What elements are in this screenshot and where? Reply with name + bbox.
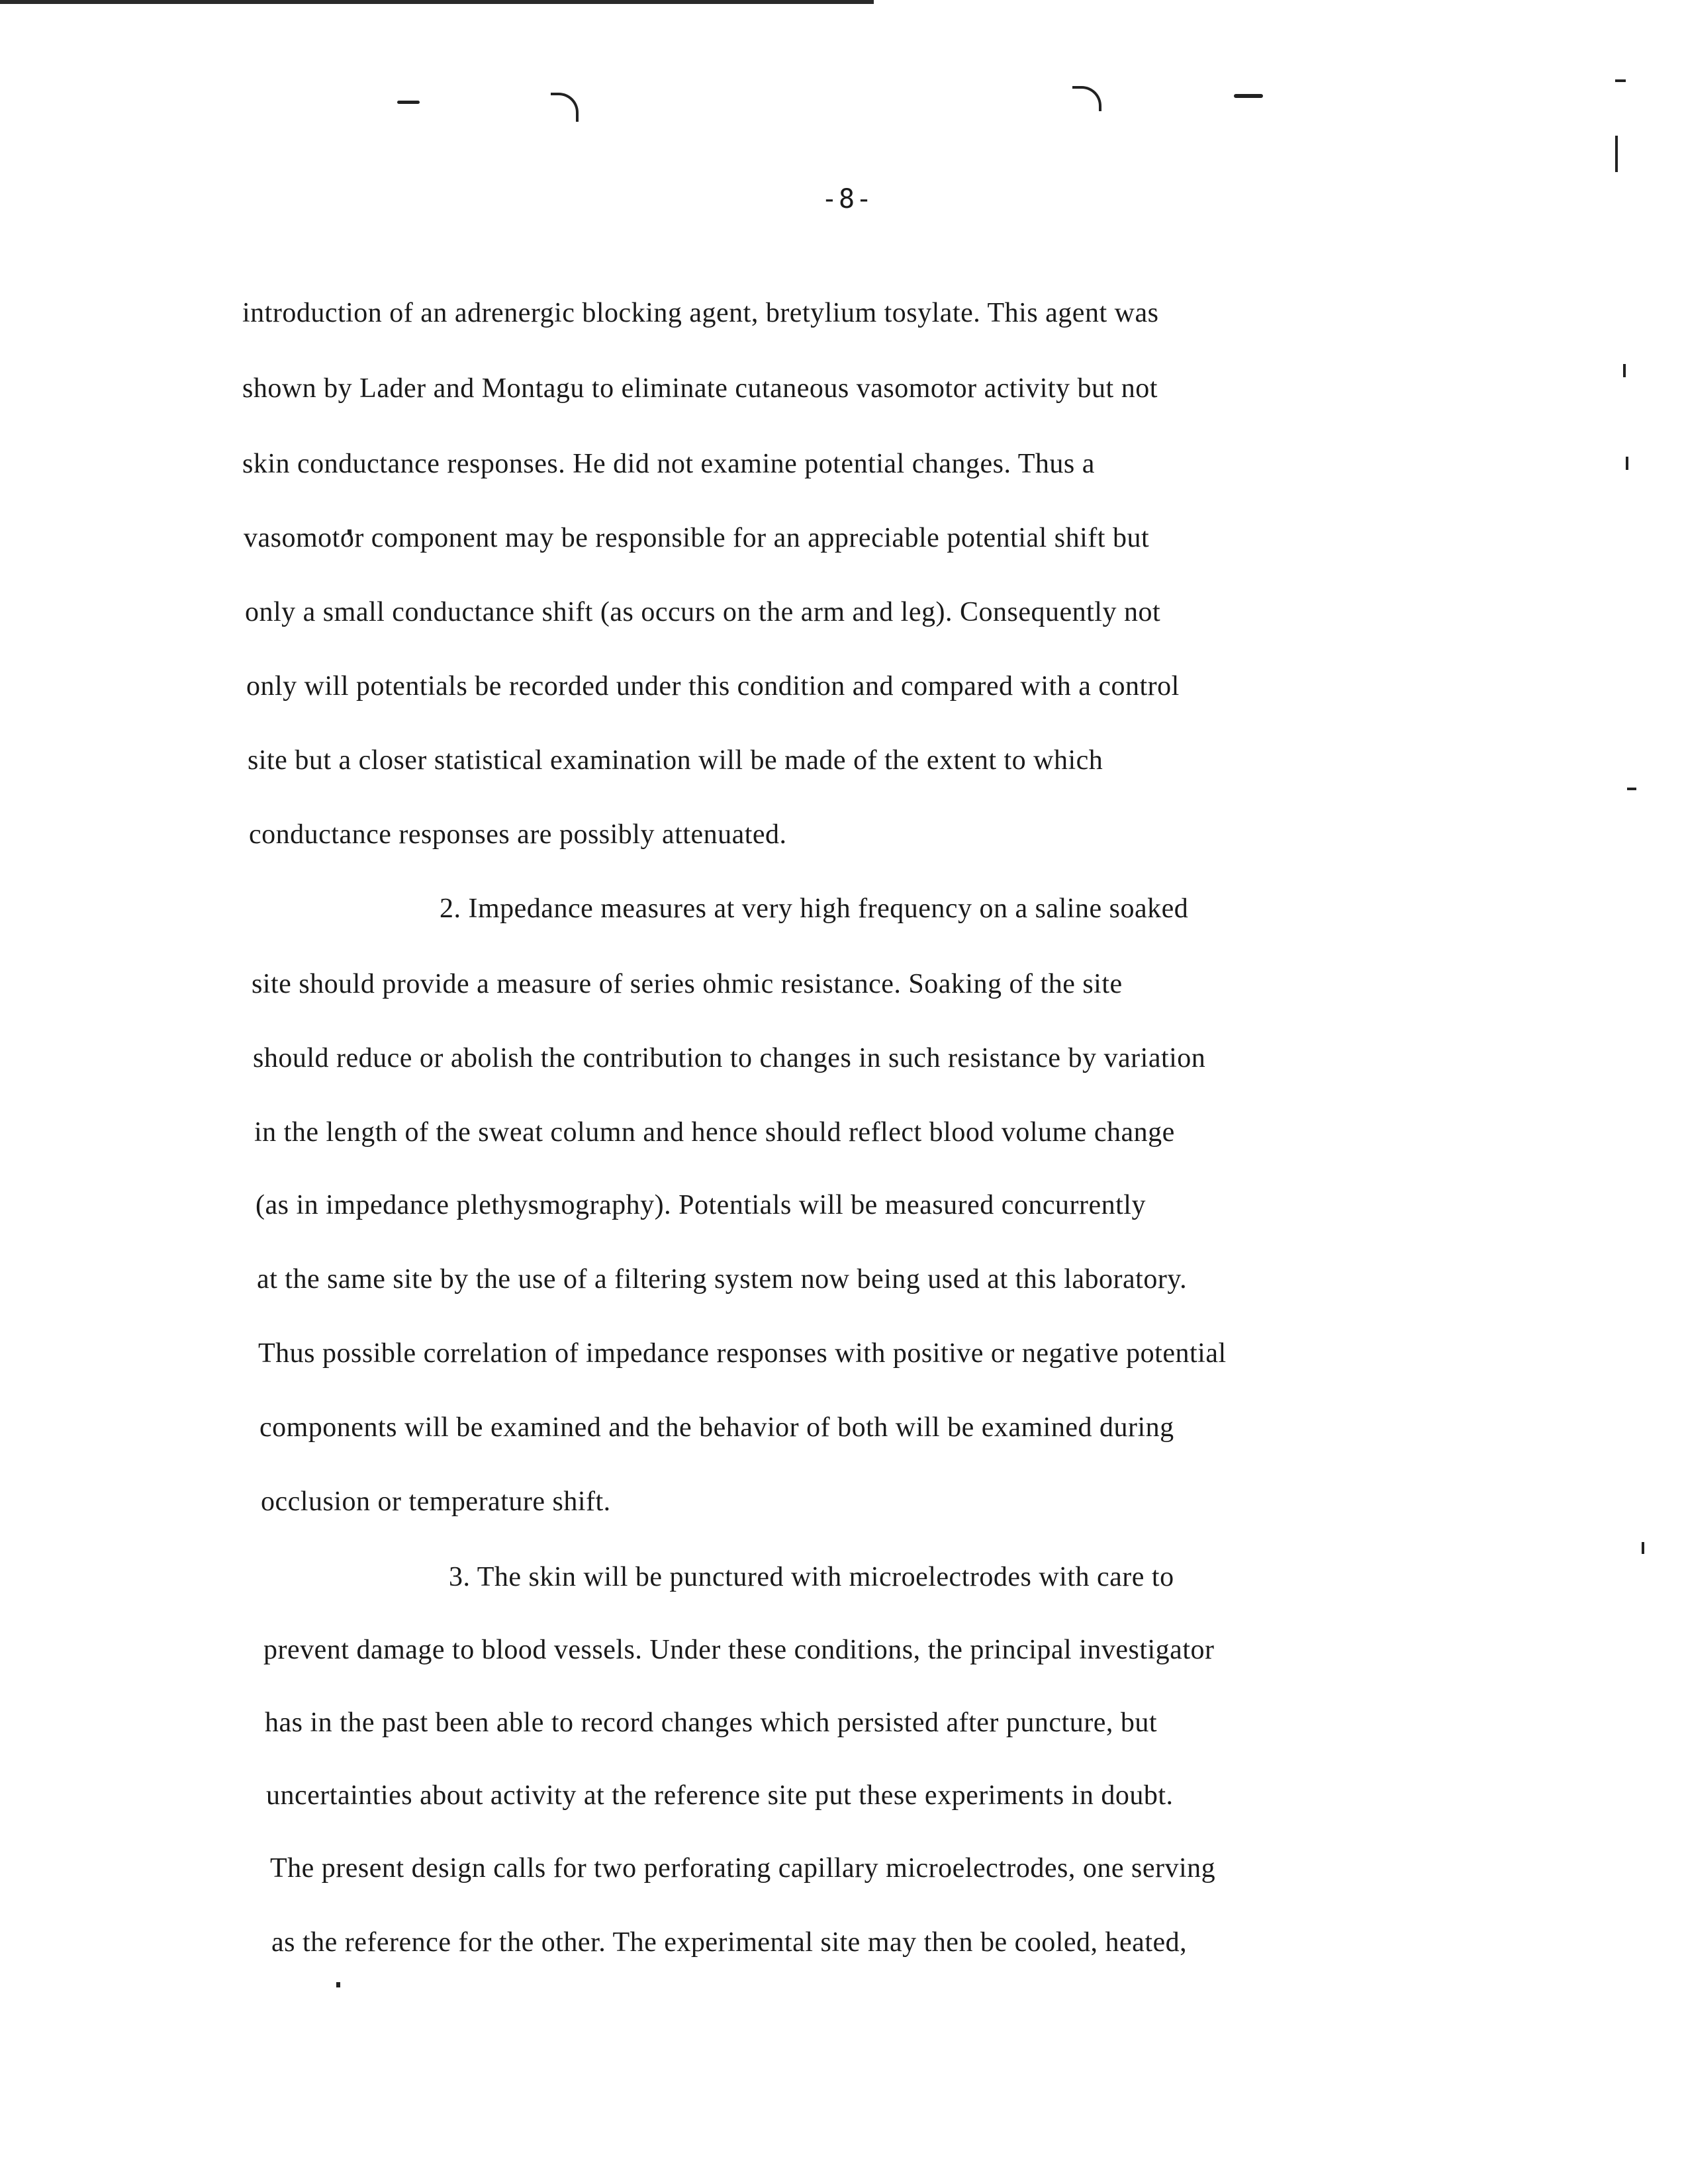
text-line: occlusion or temperature shift. <box>261 1486 611 1517</box>
text-line: 2. Impedance measures at very high frequency on a saline soaked <box>440 893 1189 924</box>
text-line: skin conductance responses. He did not examine potential changes. Thus a <box>242 449 1095 479</box>
text-line: has in the past been able to record changes which persisted after puncture, but <box>265 1707 1158 1738</box>
text-line: site but a closer statistical examination will be made of the extent to which <box>248 745 1103 776</box>
text-line: at the same site by the use of a filtering system now being used at this laboratory. <box>257 1264 1188 1295</box>
text-line: only will potentials be recorded under this condition and compared with a control <box>246 671 1180 702</box>
text-line: The present design calls for two perforating capillary microelectrodes, one serving <box>270 1853 1216 1884</box>
text-line: components will be examined and the behavior of both will be examined during <box>259 1412 1174 1443</box>
text-line: introduction of an adrenergic blocking agent, bretylium tosylate. This agent was <box>242 298 1159 328</box>
text-line: (as in impedance plethysmography). Potentials will be measured concurrently <box>256 1190 1146 1220</box>
text-line: shown by Lader and Montagu to eliminate cutaneous vasomotor activity but not <box>242 373 1158 404</box>
text-line: in the length of the sweat column and hence should reflect blood volume change <box>254 1117 1175 1148</box>
text-line: uncertainties about activity at the reference site put these experiments in doubt. <box>266 1780 1174 1811</box>
text-line: as the reference for the other. The experimental site may then be cooled, heated, <box>271 1927 1188 1958</box>
text-line: 3. The skin will be punctured with microelectrodes with care to <box>449 1562 1174 1592</box>
text-line: Thus possible correlation of impedance responses with positive or negative potential <box>258 1338 1227 1369</box>
text-line: should reduce or abolish the contribution to changes in such resistance by variation <box>253 1043 1206 1073</box>
text-line: site should provide a measure of series ohmic resistance. Soaking of the site <box>252 969 1123 999</box>
page-number: -8- <box>821 184 874 214</box>
text-line: vasomotor component may be responsible for an appreciable potential shift but <box>244 523 1150 553</box>
text-line: conductance responses are possibly attenuated. <box>249 819 787 850</box>
text-line: only a small conductance shift (as occurs on the arm and leg). Consequently not <box>245 597 1161 627</box>
text-line: prevent damage to blood vessels. Under these conditions, the principal investigator <box>263 1635 1215 1665</box>
